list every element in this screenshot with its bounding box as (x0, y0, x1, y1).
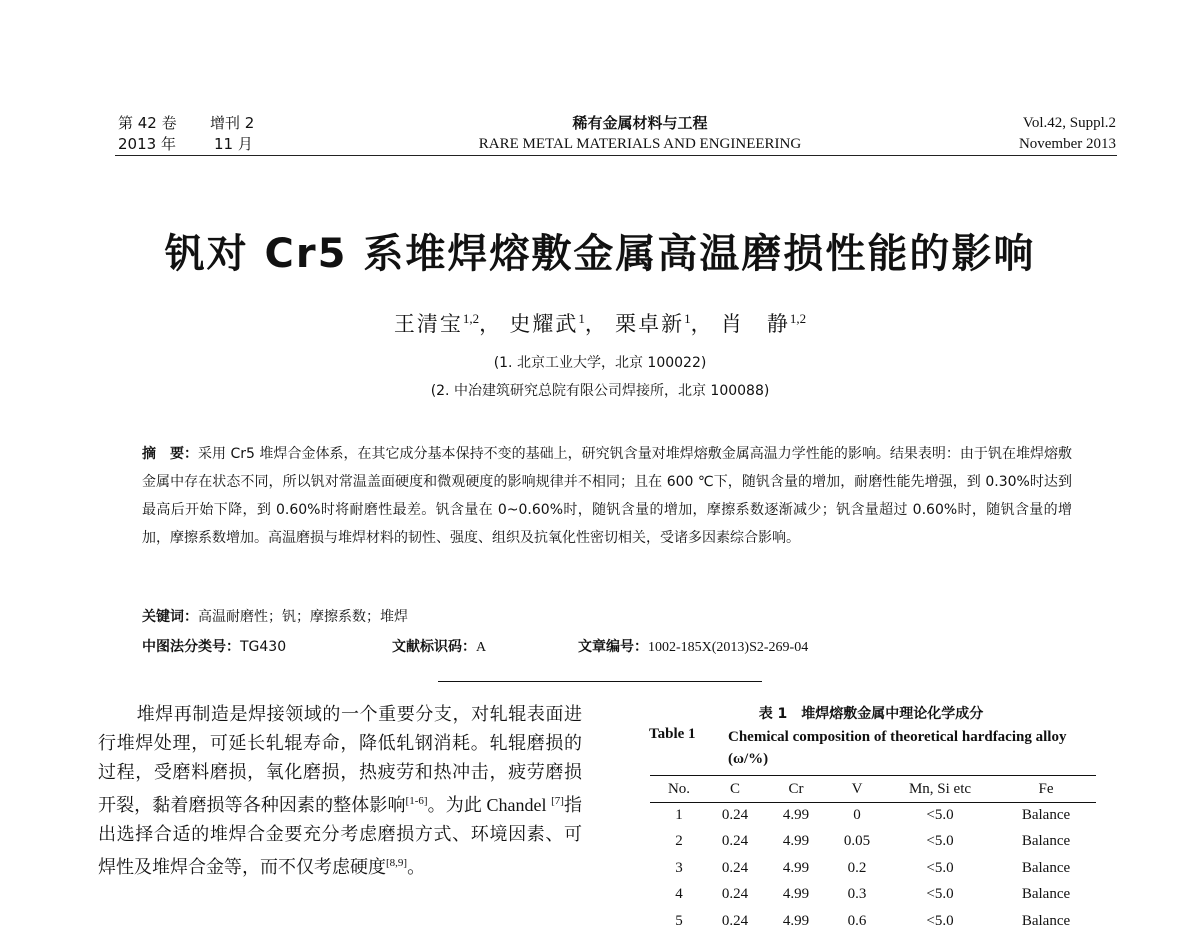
header-journal-cn: 稀有金属材料与工程 (572, 114, 708, 132)
table-cell: 0.24 (721, 886, 749, 903)
header-volume-cn: 第 42 卷 (118, 114, 177, 132)
author-separator: ， (479, 312, 503, 336)
table-caption-en: Chemical composition of theoretical hardfacing alloy (ω/%) (728, 729, 1067, 767)
article-number (578, 636, 808, 656)
table-header-cell: No. (667, 780, 691, 797)
table-caption-label: Table 1 (649, 726, 696, 742)
table-cell: 0.24 (721, 859, 749, 876)
table-cell: <5.0 (926, 859, 954, 876)
table-header-cell: Fe (1038, 780, 1054, 797)
author-name: 史耀武 (509, 312, 579, 336)
table-cell: 4.99 (782, 806, 810, 823)
citation: [8,9] (386, 857, 408, 869)
author-affiliation-mark: 1 (684, 311, 691, 326)
table-row (650, 855, 1096, 882)
table-cell: 3 (675, 859, 683, 876)
table-cell: 0.24 (721, 806, 749, 823)
author-name: 肖 静 (720, 312, 790, 336)
paper-title: 钒对 Cr5 系堆焊熔敷金属高温磨损性能的影响 (164, 231, 1036, 277)
composition-table (650, 776, 1096, 935)
author-name: 栗卓新 (615, 312, 685, 336)
header-date-en: November 2013 (1018, 136, 1116, 152)
table-header-row (650, 776, 1096, 802)
table-cell: 0 (853, 806, 861, 823)
clc-label: 中图法分类号： (142, 639, 240, 655)
header-month-cn: 11 月 (214, 135, 253, 153)
table-row (650, 829, 1096, 856)
table-cell: Balance (1021, 886, 1071, 903)
table-cell: Balance (1021, 806, 1071, 823)
header-volume-en: Vol.42, Suppl.2 (1022, 115, 1116, 131)
table-cell: 4.99 (782, 886, 810, 903)
table-header-cell: V (851, 780, 863, 797)
body-text-part: 堆焊再制造是焊接领域的一个重要分支，对轧辊表面进行堆焊处理，可延长轧辊寿命，降低轧钢消耗。轧辊磨损的过程，受磨料磨损，氧化磨损，热疲劳和热冲击，疲劳磨损开裂，黏着磨损等各种因素的整体影响 (98, 704, 582, 815)
table-header-cell: C (729, 780, 740, 797)
table-row (650, 802, 1096, 829)
table-cell: Balance (1021, 859, 1071, 876)
author-separator: ， (584, 312, 608, 336)
table-cell: <5.0 (926, 886, 954, 903)
table-header-cell: Cr (788, 780, 804, 797)
author-affiliation-mark: 1,2 (789, 311, 807, 326)
article-number-label: 文章编号： (578, 639, 648, 655)
author-name: 王清宝 (393, 312, 463, 336)
header-journal-en: RARE METAL MATERIALS AND ENGINEERING (478, 136, 802, 152)
clc-value: TG430 (240, 639, 287, 655)
affiliation-1: (1. 北京工业大学，北京 100022) (493, 355, 707, 371)
abstract-label: 摘 要： (142, 446, 199, 462)
document-code (392, 636, 486, 656)
table-cell: <5.0 (926, 833, 954, 850)
table-cell: 4.99 (782, 912, 810, 929)
article-number-value: 1002-185X(2013)S2-269-04 (648, 640, 809, 655)
keywords-text: 高温耐磨性；钒；摩擦系数；堆焊 (198, 609, 408, 625)
table-cell: 2 (675, 833, 683, 850)
table-row (650, 882, 1096, 909)
table-cell: 1 (675, 806, 683, 823)
clc-number (142, 636, 286, 656)
table-cell: Balance (1021, 833, 1071, 850)
keywords (142, 606, 408, 626)
table-cell: 0.2 (847, 859, 867, 876)
citation: [1-6] (405, 795, 428, 807)
table-row (650, 908, 1096, 935)
keywords-label: 关键词： (142, 609, 198, 625)
table-cell: 4 (675, 886, 683, 903)
table-cell: 4.99 (782, 859, 810, 876)
table-cell: <5.0 (926, 912, 954, 929)
abstract (142, 440, 1072, 552)
author-separator: ， (690, 312, 714, 336)
header-year-cn: 2013 年 (118, 135, 176, 153)
table-cell: 4.99 (782, 833, 810, 850)
document-code-value: A (476, 640, 487, 655)
body-paragraph (98, 700, 582, 882)
header-supplement-cn: 增刊 2 (210, 114, 255, 132)
body-text-part: 指出选择合适的堆焊合金要充分考虑磨损方式、环境因素、可焊性及堆焊合金等，而不仅考虑硬度 (98, 795, 582, 877)
table-caption-cn: 表 1 堆焊熔敷金属中理论化学成分 (758, 706, 984, 722)
citation: [7] (551, 795, 564, 807)
section-separator (438, 681, 762, 682)
table-cell: 0.05 (843, 833, 871, 850)
table-header-cell: Mn, Si etc (908, 780, 972, 797)
author-affiliation-mark: 1,2 (462, 311, 480, 326)
body-text-part: 。 (407, 857, 426, 877)
table-cell: 0.24 (721, 833, 749, 850)
body-text-part: 。为此 Chandel (427, 795, 552, 815)
author-affiliation-mark: 1 (578, 311, 585, 326)
table-cell: <5.0 (926, 806, 954, 823)
table-cell: Balance (1021, 912, 1071, 929)
affiliation-2: (2. 中冶建筑研究总院有限公司焊接所，北京 100088) (430, 383, 770, 399)
document-code-label: 文献标识码： (392, 639, 476, 655)
table-cell: 5 (675, 912, 683, 929)
header-rule (115, 155, 1117, 156)
table-cell: 0.3 (847, 886, 867, 903)
table-cell: 0.24 (721, 912, 749, 929)
table-cell: 0.6 (847, 912, 867, 929)
author-list (0, 308, 1200, 338)
abstract-text: 采用 Cr5 堆焊合金体系，在其它成分基本保持不变的基础上，研究钒含量对堆焊熔敷金属高温力学性能的影响。结果表明：由于钒在堆焊熔敷金属中存在状态不同，所以钒对常温盖面硬度和微观硬度的影响规律并不相同；且在 600 ℃下，随钒含量的增加，耐磨性能先增强，到 0.30%时达到最高后开始下降，到 0.60%时将耐磨性最差。钒含量在 0~0.60%时，随钒含量的增加，摩擦系数逐渐减少；钒含量超过 0.60%时，随钒含量的增加，摩擦系数增加。高温磨损与堆焊材料的韧性、强度、组织及抗氧化性密切相关，受诸多因素综合影响。 (142, 446, 1072, 546)
